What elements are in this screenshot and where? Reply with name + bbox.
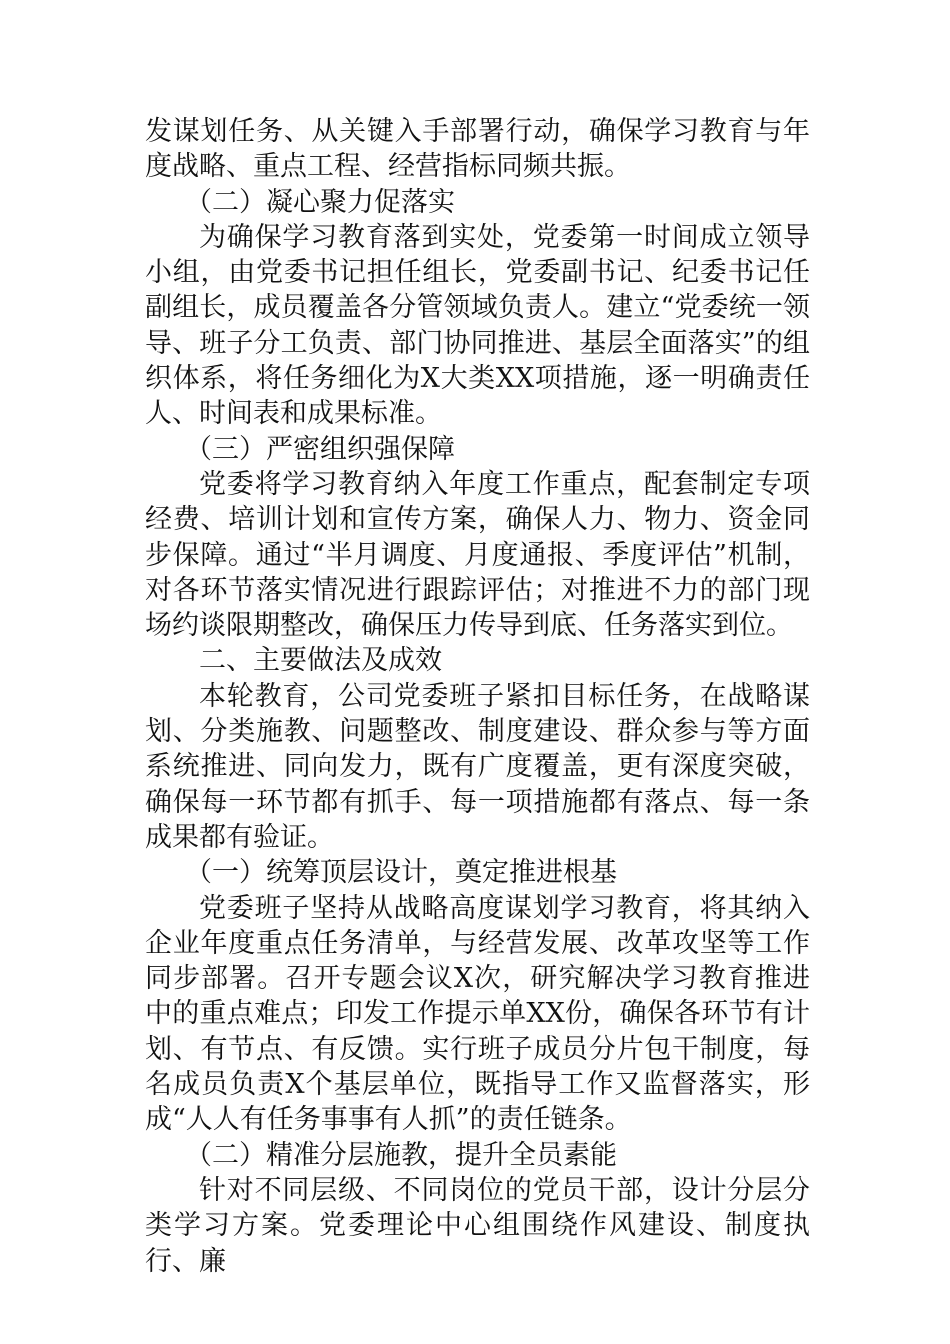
section-heading-2: （二）凝心聚力促落实 xyxy=(185,186,455,218)
paragraph: 本轮教育，公司党委班子紧扣目标任务，在战略谋划、分类施教、问题整改、制度建设、群众参与等方面系统推进、同向发力，既有广度覆盖，更有深度突破，确保每一环节都有抓手、每一项措施都有落点、每一条成果都有验证。 xyxy=(145,680,810,853)
paragraph: 党委班子坚持从战略高度谋划学习教育，将其纳入企业年度重点任务清单，与经营发展、改革攻坚等工作同步部署。召开专题会议X次，研究解决学习教育推进中的重点难点；印发工作提示单XX份，确保各环节有计划、有节点、有反馈。实行班子成员分片包干制度，每名成员负责X个基层单位，既指导工作又监督落实，形成“人人有任务事事有人抓”的责任链条。 xyxy=(145,892,810,1136)
section-heading-1: （一）统筹顶层设计，奠定推进根基 xyxy=(185,857,617,889)
document-body xyxy=(145,114,810,1279)
paragraph: 为确保学习教育落到实处，党委第一时间成立领导小组，由党委书记担任组长，党委副书记、纪委书记任副组长，成员覆盖各分管领域负责人。建立“党委统一领导、班子分工负责、部门协同推进、基层全面落实”的组织体系，将任务细化为X大类XX项措施，逐一明确责任人、时间表和成果标准。 xyxy=(145,221,810,430)
chapter-heading-2: 二、主要做法及成效 xyxy=(199,645,442,677)
section-heading-2b: （二）精准分层施教，提升全员素能 xyxy=(185,1139,617,1171)
paragraph: 党委将学习教育纳入年度工作重点，配套制定专项经费、培训计划和宣传方案，确保人力、物力、资金同步保障。通过“半月调度、月度通报、季度评估”机制，对各环节落实情况进行跟踪评估；对推进不力的部门现场约谈限期整改，确保压力传导到底、任务落实到位。 xyxy=(145,468,810,642)
paragraph: 针对不同层级、不同岗位的党员干部，设计分层分类学习方案。党委理论中心组围绕作风建设、制度执行、廉 xyxy=(145,1174,810,1277)
paragraph-continuation: 发谋划任务、从关键入手部署行动，确保学习教育与年度战略、重点工程、经营指标同频共振。 xyxy=(145,116,810,183)
section-heading-3: （三）严密组织强保障 xyxy=(185,433,455,465)
